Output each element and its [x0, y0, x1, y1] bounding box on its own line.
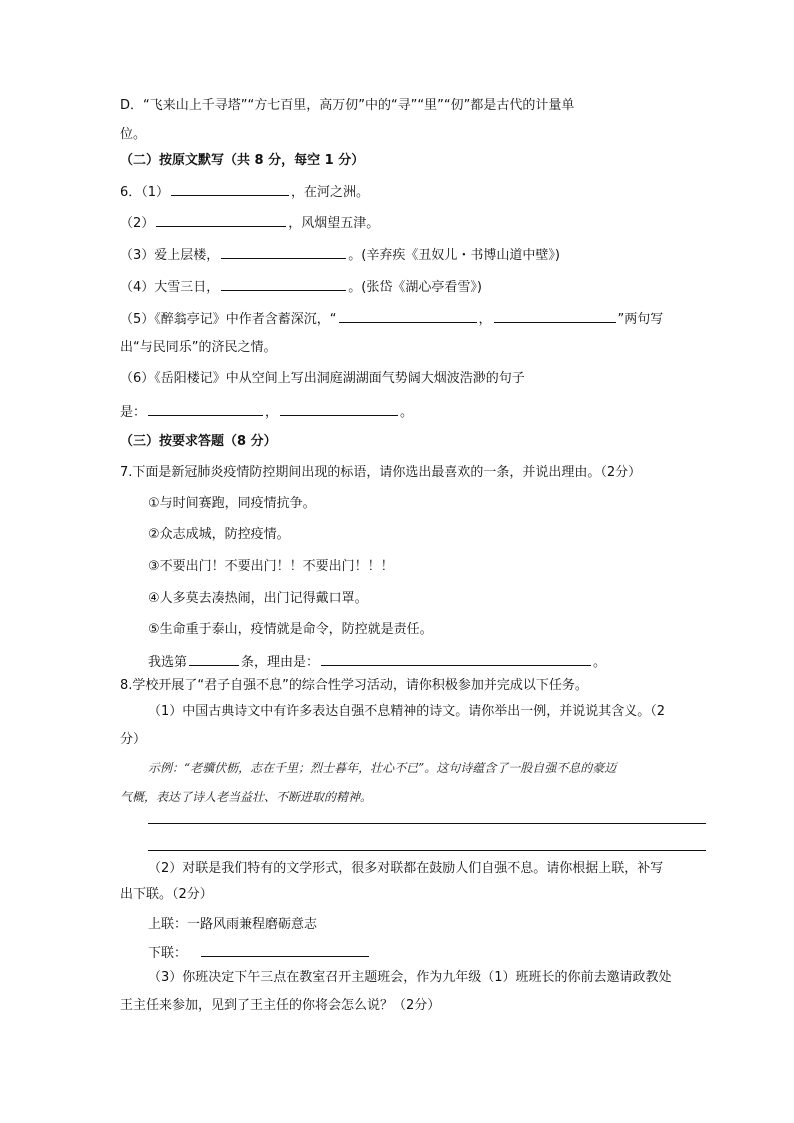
q6-p3-blank[interactable]	[221, 244, 346, 259]
q7-prompt: 7.下面是新冠肺炎疫情防控期间出现的标语，请你选出最喜欢的一条，并说出理由。（2分）	[120, 465, 642, 480]
q6-p6-suffix: 。	[400, 405, 414, 420]
q6-part2	[120, 212, 379, 234]
upper-couplet: 上联：一路风雨兼程磨砺意志	[148, 917, 318, 932]
q6-p5-blank-b[interactable]	[494, 308, 616, 323]
q7-option-1: ①与时间赛跑，同疫情抗争。	[148, 496, 316, 511]
q8-sub2-line2: 出下联。（2分）	[120, 887, 213, 902]
section2-heading: （二）按原文默写（共 8 分，每空 1 分）	[120, 153, 365, 168]
q6-p3-prefix: （3）爱上层楼，	[120, 248, 220, 263]
q8-sub3-line2: 王主任来参加，见到了王主任的你将会怎么说？（2分）	[120, 998, 441, 1013]
q6-part6-line1: （6）《岳阳楼记》中从空间上写出洞庭湖湖面气势阔大烟波浩渺的句子	[120, 371, 525, 386]
q7-option-2: ②众志成城，防控疫情。	[148, 527, 290, 542]
q7-choice-blank[interactable]	[189, 651, 239, 666]
q7-answer-mid: 条，理由是：	[241, 655, 320, 670]
q6-p1-blank[interactable]	[171, 181, 289, 196]
answer-rule-1[interactable]	[148, 823, 706, 824]
option-d-line1: D．“飞来山上千寻塔”“方七百里，高万仞”中的“寻”“里”“仞”都是古代的计量单	[120, 98, 575, 113]
q6-p1-suffix: ，在河之洲。	[291, 185, 370, 200]
option-d-line2: 位。	[120, 127, 147, 142]
lower-couplet-line	[148, 942, 371, 964]
section3-heading: （三）按要求答题（8 分）	[120, 434, 277, 449]
q6-part6-line2	[120, 401, 413, 423]
q6-p5-blank-a[interactable]	[339, 308, 477, 323]
q7-answer-suffix: 。	[593, 655, 607, 670]
q7-option-4: ④人多莫去凑热闹，出门记得戴口罩。	[148, 591, 368, 606]
q6-p2-blank[interactable]	[156, 212, 286, 227]
q6-p2-suffix: ，风烟望五津。	[288, 216, 380, 231]
lower-couplet-blank[interactable]	[201, 942, 369, 957]
q7-answer-prefix: 我选第	[148, 655, 188, 670]
q8-sub1-line1: （1）中国古典诗文中有许多表达自强不息精神的诗文。请你举出一例，并说说其含义。（2	[148, 704, 666, 719]
q6-part1	[120, 181, 369, 203]
q6-p6-mid: ，	[265, 405, 279, 420]
q6-p5-suffix: ”两句写	[617, 312, 664, 327]
q6-p1-prefix: 6．（1）	[120, 185, 170, 200]
q6-part4	[120, 276, 482, 298]
q6-part5-cont: 出“与民同乐”的济民之情。	[120, 340, 277, 355]
q6-p6-blank-b[interactable]	[280, 401, 398, 416]
q6-p4-blank[interactable]	[221, 276, 346, 291]
q7-option-5: ⑤生命重于泰山，疫情就是命令，防控就是责任。	[148, 622, 433, 637]
q6-p6-prefix: 是：	[120, 405, 147, 420]
q8-sub2-line1: （2）对联是我们特有的文学形式，很多对联都在鼓励人们自强不息。请你根据上联，补写	[148, 861, 664, 876]
q6-p3-suffix: 。(辛弃疾《丑奴儿・书博山道中壁》)	[348, 248, 560, 263]
answer-rule-2[interactable]	[148, 850, 706, 851]
q6-p2-prefix: （2）	[120, 216, 155, 231]
q6-p5-prefix: （5）《醉翁亭记》中作者含蓄深沉，“	[120, 312, 337, 327]
q8-prompt: 8.学校开展了“君子自强不息”的综合性学习活动，请你积极参加并完成以下任务。	[120, 678, 588, 693]
q7-answer-line	[148, 651, 606, 673]
q6-part5	[120, 308, 663, 330]
q6-p4-prefix: （4）大雪三日，	[120, 280, 220, 295]
q6-p5-mid: ，	[478, 312, 492, 327]
q7-option-3: ③不要出门！不要出门！！不要出门！！！	[148, 559, 394, 574]
q8-sub1-line2: 分）	[120, 732, 147, 747]
q6-p6-blank-a[interactable]	[148, 401, 263, 416]
q6-p4-suffix: 。(张岱《湖心亭看雪》)	[348, 280, 482, 295]
q8-example-line1: 示例：“老骥伏枥，志在千里；烈士暮年，壮心不已”。这句诗蕴含了一股自强不息的豪迈	[148, 761, 617, 775]
lower-couplet-label: 下联：	[148, 946, 188, 961]
q7-reason-blank[interactable]	[321, 651, 591, 666]
q8-sub3-line1: （3）你班决定下午三点在教室召开主题班会，作为九年级（1）班班长的你前去邀请政教处	[148, 970, 672, 985]
q6-part3	[120, 244, 560, 266]
q8-example-line2: 气概，表达了诗人老当益壮、不断进取的精神。	[120, 790, 373, 804]
